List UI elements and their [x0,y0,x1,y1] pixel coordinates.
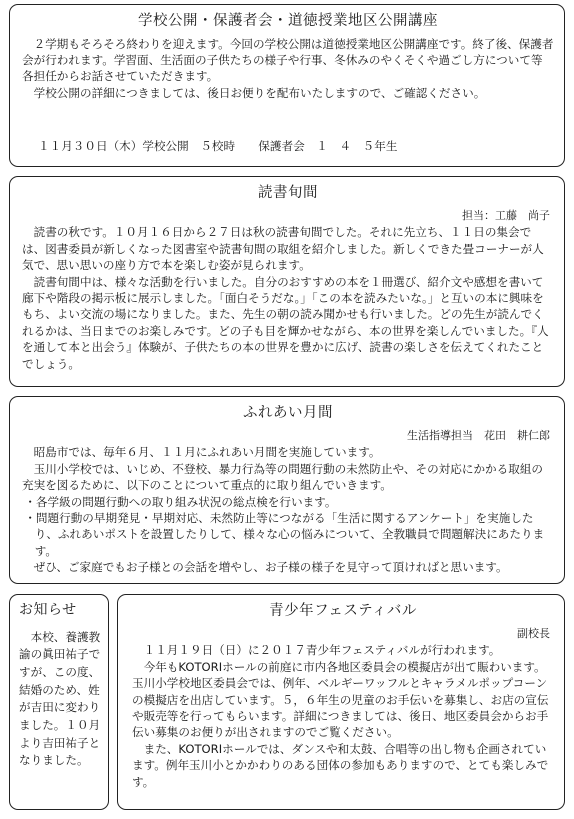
fureai-intro: 昭島市では、毎年６月、１１月にふれあい月間を実施しています。 [33,445,381,460]
fureai-bullet: ・ 問題行動の早期発見・早期対応、未然防止等につながる「生活に関するアンケート」を実施したり、ふれあいポストを設置したりして、様々な心の悩みについて、全教職員で問題解決にあたります。 [22,510,554,559]
fureai-author: 生活指導担当 花田 耕仁郎 [407,428,550,442]
notice-title: お知らせ [19,602,77,618]
open-school-schedule [22,103,554,167]
fureai-closing: ぜひ、ご家庭でもお子様との会話を増やし、お子様の様子を見守って頂ければと思います。 [33,560,508,575]
fureai-bullet: ・ 各学級の問題行動への取り組み状況の総点検を行います。 [22,494,554,510]
schedule-row: １１月３０日（木）学校公開 ５校時 保護者会 １ ４ ５年生 [38,139,398,154]
reading-author: 担当：工藤 尚子 [462,208,550,222]
fureai-bullet-list [22,494,554,560]
open-school-paragraph: 学校公開の詳細につきましては、後日お便りを配布いたしますので、ご確認ください。 [33,85,486,100]
fureai-intro: 玉川小学校では、いじめ、不登校、暴力行為等の問題行動の未然防止や、その対応にかかる取組の充実を図るために、以下のことについて重点的に取り組んでいきます。 [22,461,544,493]
fureai-section [9,396,565,584]
fureai-title: ふれあい月間 [243,405,333,421]
notice-section [9,594,109,810]
reading-section [9,176,565,387]
notice-body: 本校、養護教諭の眞田祐子ですが、この度、結婚のため、姓が吉田に変わりました。１０月より吉田祐子となりました。 [19,629,101,768]
open-school-title: 学校公開・保護者会・道徳授業地区公開講座 [138,13,438,29]
reading-title: 読書旬間 [258,185,318,201]
festival-paragraph: １１月１９日（日）に２０１７青少年フェスティバルが行われます。 [143,643,501,658]
reading-paragraph: 読書の秋です。１０月１６日から２７日は秋の読書旬間でした。それに先立ち、１１日の集会では、図書委員が新しくなった図書室や読書旬間の取組を紹介しました。新しくできた畳コーナーが人気で、思い思いの座り方で本を楽しむ姿が見られます。 [22,225,544,273]
open-school-paragraph: ２学期もそろそろ終わりを迎えます。今回の学校公開は道徳授業地区公開講座です。終了後、保護者会が行われます。学習面、生活面の子供たちの様子や行事、冬休みのやくそくや過ごし方について等各担任からお話させていただきます。 [22,36,554,84]
festival-author: 副校長 [517,626,550,640]
festival-section [117,594,565,810]
open-school-section [9,4,565,167]
festival-paragraph: 今年もKOTORIホールの前庭に市内各地区委員会の模擬店が出て賑わいます。玉川小学校地区委員会では、例年、ベルギーワッフルとキャラメルポップコーンの模擬店を出店しています。５，６年生の児童のお手伝いを募集し、お店の宣伝や販売等を行ってもらいます。詳細につきましては、後日、地区委員会からお手伝い募集のお便りが出されますのでご覧ください。 [132,659,549,740]
reading-paragraph: 読書旬間中は、様々な活動を行いました。自分のおすすめの本を１冊選び、紹介文や感想を書いて廊下や階段の掲示板に展示しました。「面白そうだな。」「この本を読みたいな。」と互いの本に興味をもち、よい交流の場になりました。また、先生の朝の読み聞かせも行いました。どの先生が読んでくれるかは、当日までのお楽しみです。どの子も目を輝かせながら、本の世界を楽しんでいました。『人を通して本と出会う』体験が、子供たちの本の世界を豊かに広げ、読書の楽しさを伝えてくれたことでしょう。 [22,274,549,371]
festival-title: 青少年フェスティバル [269,603,417,619]
festival-paragraph: また、KOTORIホールでは、ダンスや和太鼓、合唱等の出し物も企画されています。例年玉川小とかかわりのある団体の参加もありますので、とても楽しみです。 [132,741,549,789]
